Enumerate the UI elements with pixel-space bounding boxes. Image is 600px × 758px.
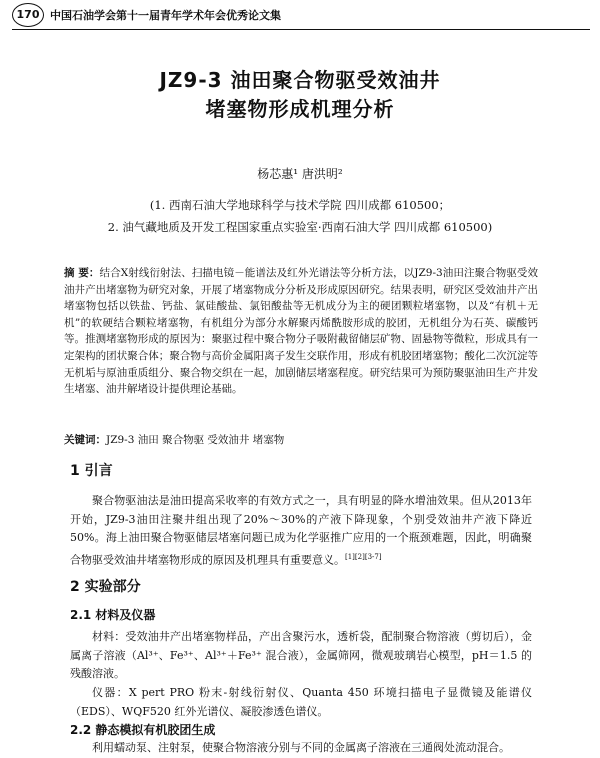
keywords-text: JZ9-3 油田 聚合物驱 受效油井 堵塞物 xyxy=(106,434,285,446)
citation: [1] xyxy=(345,552,355,561)
section-2-2-body: 利用蠕动泵、注射泵，使聚合物溶液分别与不同的金属离子溶液在三通阀处流动混合。 xyxy=(92,741,510,754)
header-rule xyxy=(12,29,590,30)
running-title: 中国石油学会第十一届青年学术年会优秀论文集 xyxy=(50,9,281,22)
affiliation-2: 2. 油气藏地质及开发工程国家重点实验室·西南石油大学 四川成都 610500) xyxy=(107,220,493,234)
section-1-text: 聚合物驱油法是油田提高采收率的有效方式之一，具有明显的降水增油效果。但从2013年开始，JZ9-3油田注聚井组出现了20%～30%的产液下降现象，个别受效油井产液下降近50%。海上油田聚合物驱储层堵塞问题已成为化学驱推广应用的一个瓶颈难题，因此，明确聚合物驱受效油井堵塞物形成的原因及机理具有重要意义。 xyxy=(70,494,532,567)
section-2-heading: 2 实验部分 xyxy=(70,579,141,595)
instruments-paragraph: 仪器：X pert PRO 粉末-射线衍射仪、Quanta 450 环境扫描电子显微镜及能谱仪（EDS）、WQF520 红外光谱仪、凝胶渗透色谱仪。 xyxy=(70,686,532,718)
paper-title-line-2: 堵塞物形成机理分析 xyxy=(205,97,395,121)
citation: [3-7] xyxy=(364,552,382,561)
abstract xyxy=(64,265,538,398)
abstract-text: 结合X射线衍射法、扫描电镜－能谱法及红外光谱法等分析方法，以JZ9-3油田注聚合物驱受效油井产出堵塞物为研究对象，开展了堵塞物成分分析及形成原因研究。结果表明，研究区受效油井产出堵塞物包括以铁盐、钙盐、氯硅酸盐、氯铝酸盐等无机成分为主的硬团颗粒堵塞物，以及“有机＋无机”的软硬结合颗粒堵塞物，有机组分为部分水解聚丙烯酰胺形成的胶团，无机组分为石英、碳酸钙等。推测堵塞物形成的原因为：聚驱过程中聚合物分子吸附截留储层矿物、固悬物等微粒，形成具有一定架构的团状聚合体；聚合物与高价金属阳离子发生交联作用，形成有机胶团堵塞物；酸化二次沉淀等无机垢与原油重质组分、聚合物交织在一起，加剧储层堵塞程度。研究结果可为预防聚驱油田生产井发生堵塞、油井解堵设计提供理论基础。 xyxy=(64,267,539,396)
running-header xyxy=(12,3,590,29)
citation: [2] xyxy=(354,552,365,561)
materials-paragraph: 材料：受效油井产出堵塞物样品，产出含聚污水，透析袋，配制聚合物溶液（剪切后），金属离子溶液（Al³⁺、Fe³⁺、Al³⁺＋Fe³⁺ 混合液），金属筛网，微观玻璃岩心模型，pH＝1.5 的残酸溶液。 xyxy=(70,630,532,681)
authors: 杨芯惠¹ 唐洪明² xyxy=(257,167,343,181)
page-number: 170 xyxy=(12,3,44,27)
section-1-body xyxy=(70,492,532,570)
section-1-heading: 1 引言 xyxy=(70,463,113,479)
affiliation-1: (1. 西南石油大学地球科学与技术学院 四川成都 610500； xyxy=(149,198,451,212)
keywords-label: 关键词： xyxy=(64,434,106,446)
keywords xyxy=(64,432,284,447)
section-2-2-heading: 2.2 静态模拟有机胶团生成 xyxy=(70,723,216,737)
section-2-1-heading: 2.1 材料及仪器 xyxy=(70,608,156,622)
paper-title-line-1: JZ9-3 油田聚合物驱受效油井 xyxy=(159,68,441,92)
abstract-label: 摘 要： xyxy=(64,267,100,279)
